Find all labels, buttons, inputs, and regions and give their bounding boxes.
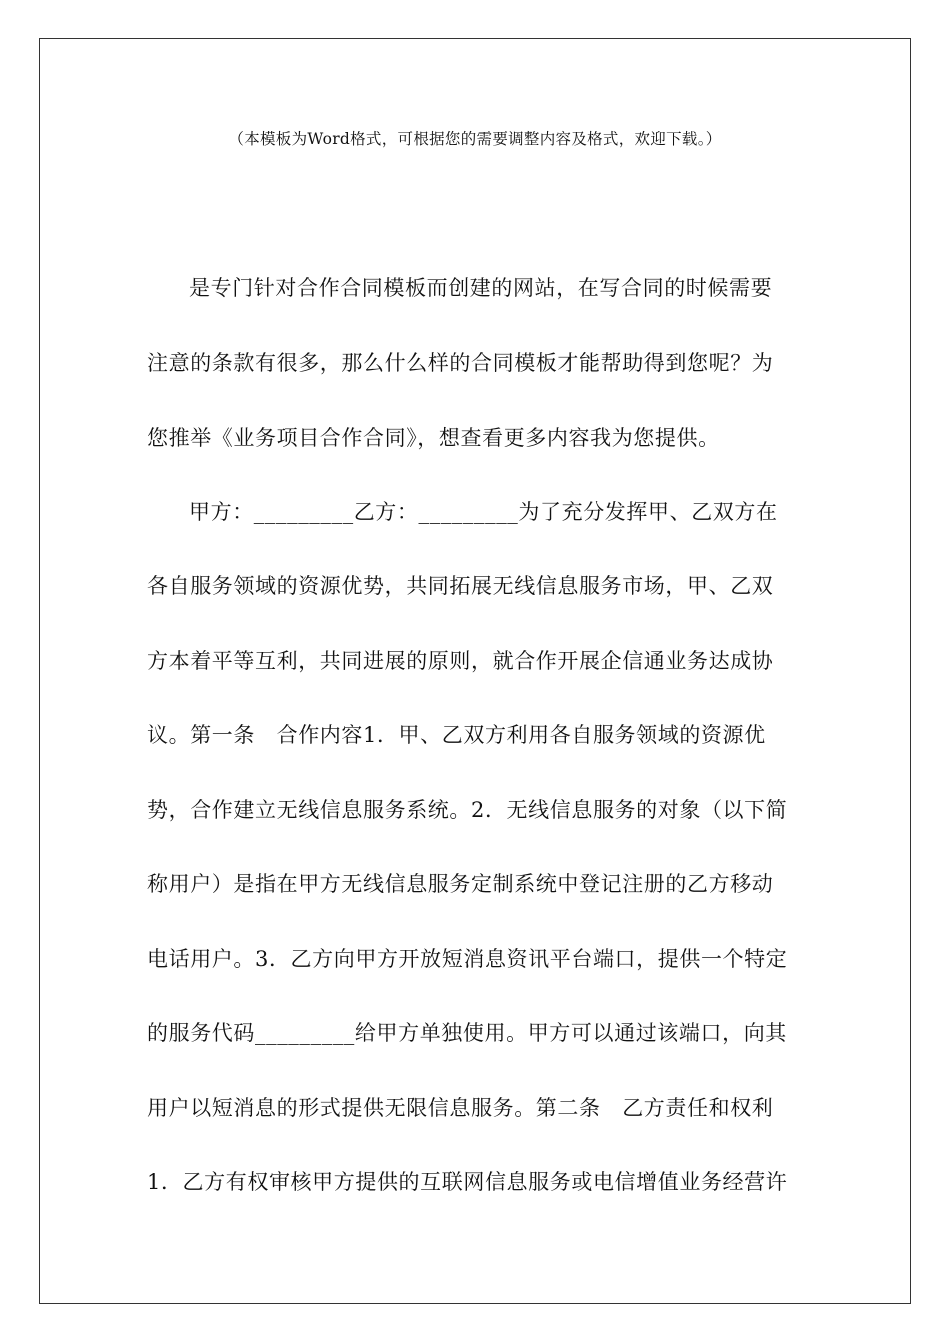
body-line-10: 电话用户。3．乙方向甲方开放短消息资讯平台端口，提供一个特定 bbox=[147, 947, 788, 971]
body-line-2: 注意的条款有很多，那么什么样的合同模板才能帮助得到您呢？为 bbox=[147, 351, 774, 375]
body-line-3: 您推举《业务项目合作合同》，想查看更多内容我为您提供。 bbox=[147, 426, 720, 450]
body-line-13: 1．乙方有权审核甲方提供的互联网信息服务或电信增值业务经营许 bbox=[147, 1170, 788, 1194]
template-format-note: （本模板为Word格式，可根据您的需要调整内容及格式，欢迎下载。） bbox=[228, 130, 722, 148]
body-line-4: 甲方：_________乙方：_________为了充分发挥甲、乙双方在 bbox=[189, 500, 778, 524]
body-line-7: 议。第一条 合作内容1．甲、乙双方利用各自服务领域的资源优 bbox=[147, 723, 766, 747]
body-line-6: 方本着平等互利，共同进展的原则，就合作开展企信通业务达成协 bbox=[147, 649, 774, 673]
body-line-11: 的服务代码_________给甲方单独使用。甲方可以通过该端口，向其 bbox=[147, 1021, 787, 1045]
body-line-5: 各自服务领域的资源优势，共同拓展无线信息服务市场，甲、乙双 bbox=[147, 574, 774, 598]
body-line-12: 用户以短消息的形式提供无限信息服务。第二条 乙方责任和权利 bbox=[147, 1096, 774, 1120]
body-line-8: 势，合作建立无线信息服务系统。2．无线信息服务的对象（以下简 bbox=[147, 798, 788, 822]
body-line-9: 称用户）是指在甲方无线信息服务定制系统中登记注册的乙方移动 bbox=[147, 872, 774, 896]
body-line-1: 是专门针对合作合同模板而创建的网站，在写合同的时候需要 bbox=[189, 276, 773, 300]
